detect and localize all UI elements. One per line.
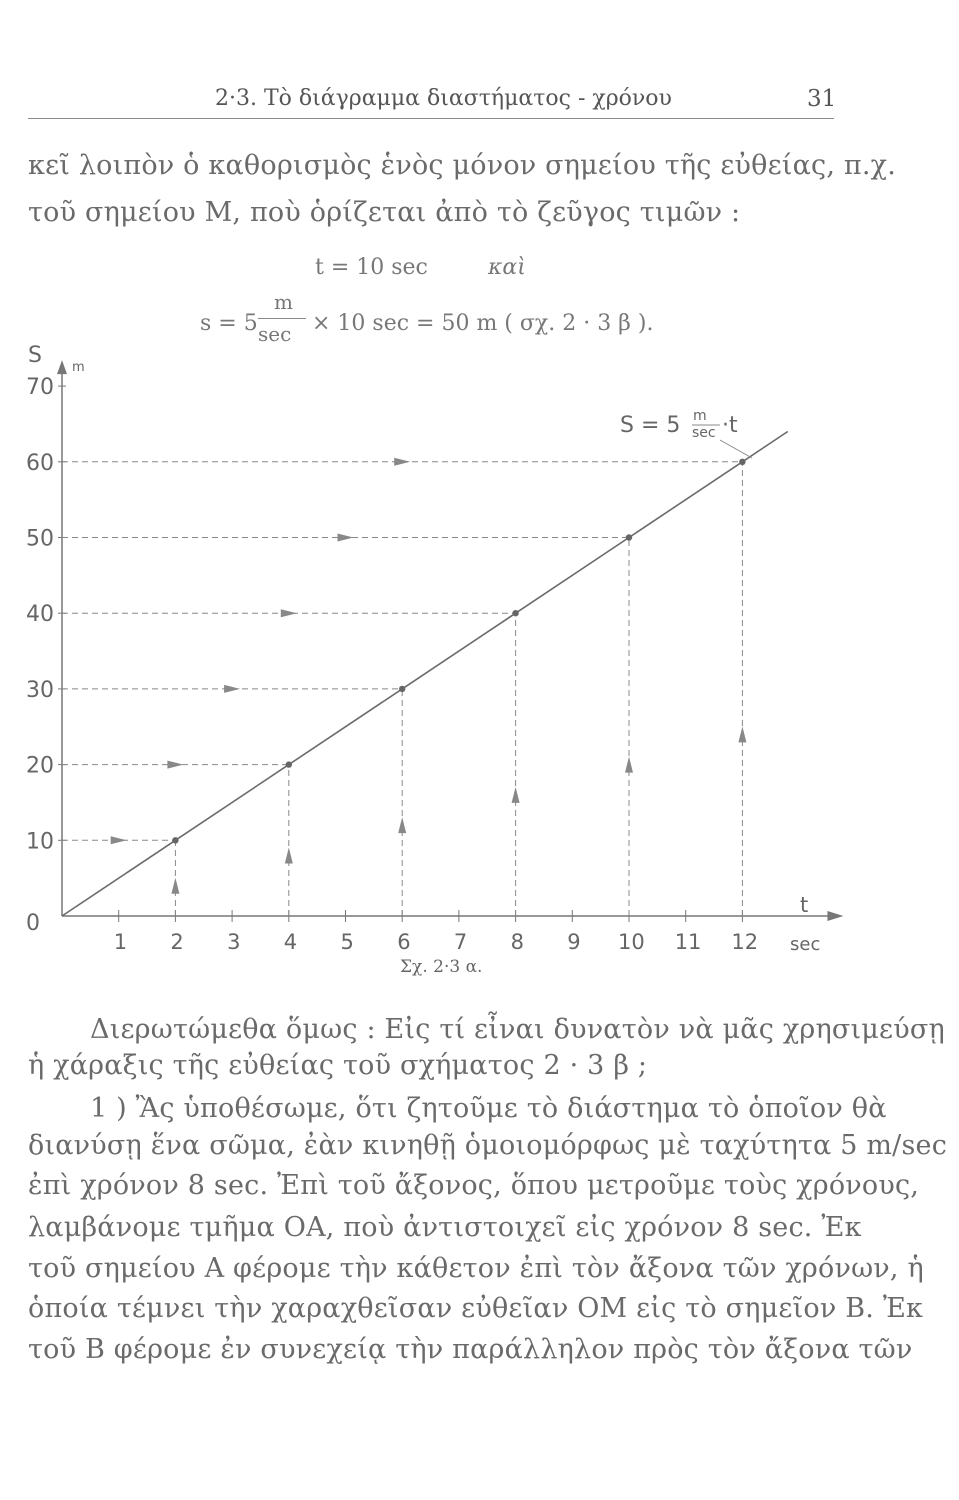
y-axis-arrow [57,360,67,374]
vertical-guide-arrow [398,817,406,833]
x-tick-label: 11 [674,930,702,954]
line-label-frac-den: sec [692,425,716,441]
data-point [399,686,405,692]
equation-frac-bar [258,318,306,319]
x-tick-label: 4 [283,930,298,954]
x-tick-label: 8 [510,930,524,954]
data-point [286,761,292,767]
header-rule [28,118,834,119]
question-line: Διερωτώμεθα ὅμως : Εἰς τί εἶναι δυνατὸν νὰ μᾶς χρησιμεύσῃ [90,1014,945,1045]
horizontal-guide-arrow [394,458,410,466]
page-number: 31 [807,86,837,112]
x-tick-label: 1 [113,930,128,954]
data-point [626,534,632,540]
distance-line [62,432,788,916]
equation-t: t = 10 sec [315,255,428,280]
x-tick-label: 9 [567,930,581,954]
vertical-guide-arrow [285,847,293,863]
y-tick-label: 30 [26,677,54,703]
question-line: λαμβάνομε τμῆμα ΟΑ, ποὺ ἀντιστοιχεῖ εἰς χρόνον 8 sec. Ἐκ [28,1212,862,1243]
data-point [512,610,518,616]
horizontal-guide-arrow [111,836,127,844]
distance-time-chart [0,330,959,990]
figure-caption: Σχ. 2·3 α. [400,957,483,977]
y-tick-label: 40 [26,602,54,628]
question-line: ἐπὶ χρόνον 8 sec. Ἐπὶ τοῦ ἄξονος, ὅπου μετροῦμε τοὺς χρόνους, [28,1170,920,1201]
equation-s-left: s = 5 [200,311,258,336]
vertical-guide-arrow [625,757,633,773]
equation-and-word: καὶ [488,255,526,280]
equation-frac-numerator: m [274,290,293,314]
y-tick-label: 60 [26,450,54,476]
x-tick-label: 3 [227,930,241,954]
y-tick-label: 50 [26,526,54,552]
line-label: S = 5 [620,413,681,438]
equation-s-right: × 10 sec = 50 m ( σχ. 2 · 3 β ). [312,311,654,336]
y-axis-label: S [28,343,42,368]
vertical-guide-arrow [738,726,746,742]
y-tick-label: 20 [26,753,54,779]
horizontal-guide-arrow [167,761,183,769]
x-tick-label: 12 [731,930,759,954]
running-header-title: 2·3. Τὸ διάγραμμα διαστήματος - χρόνου [215,86,672,111]
x-axis-arrow [827,911,843,921]
x-axis-label: t [800,893,809,917]
x-tick-label: 6 [397,930,411,954]
horizontal-guide-arrow [338,534,354,542]
question-line: ἡ χάραξις τῆς εὐθείας τοῦ σχήματος 2 · 3 β ; [28,1050,648,1081]
intro-line: τοῦ σημείου Μ, ποὺ ὁρίζεται ἀπὸ τὸ ζεῦγος τιμῶν : [28,197,741,228]
y-tick-label: 10 [26,829,54,855]
data-point [739,459,745,465]
data-point [172,837,178,843]
y-axis-unit: m [72,360,85,375]
x-tick-label: 10 [618,930,645,954]
line-label-pointer [720,440,752,458]
question-line: τοῦ σημείου Α φέρομε τὴν κάθετον ἐπὶ τὸν ἄξονα τῶν χρόνων, ἡ [28,1253,924,1284]
question-line: ὁποία τέμνει τὴν χαραχθεῖσαν εὐθεῖαν ΟΜ εἰς τὸ σημεῖον Β. Ἐκ [28,1293,924,1324]
question-line: τοῦ Β φέρομε ἐν συνεχείᾳ τὴν παράλληλον πρὸς τὸν ἄξονα τῶν [28,1334,913,1365]
vertical-guide-arrow [512,787,520,803]
y-tick-label: 70 [26,375,54,401]
line-label-tail: ·t [722,413,738,438]
x-axis-unit: sec [790,934,821,955]
horizontal-guide-arrow [224,685,240,693]
x-tick-label: 7 [453,930,468,954]
question-line: 1 ) Ἂς ὑποθέσωμε, ὅτι ζητοῦμε τὸ διάστημα τὸ ὁποῖον θὰ [90,1093,887,1124]
line-label-frac-num: m [693,408,707,424]
equation-frac-denominator: sec [258,322,292,346]
horizontal-guide-arrow [281,609,297,617]
y-tick-label: 0 [26,911,40,936]
vertical-guide-arrow [171,878,179,894]
x-tick-label: 5 [340,930,354,954]
x-tick-label: 2 [170,930,184,954]
question-line: διανύσῃ ἕνα σῶμα, ἐὰν κινηθῇ ὁμοιομόρφως μὲ ταχύτητα 5 m/sec [28,1130,948,1161]
intro-line: κεῖ λοιπὸν ὁ καθορισμὸς ἑνὸς μόνον σημείου τῆς εὐθείας, π.χ. [28,150,896,181]
